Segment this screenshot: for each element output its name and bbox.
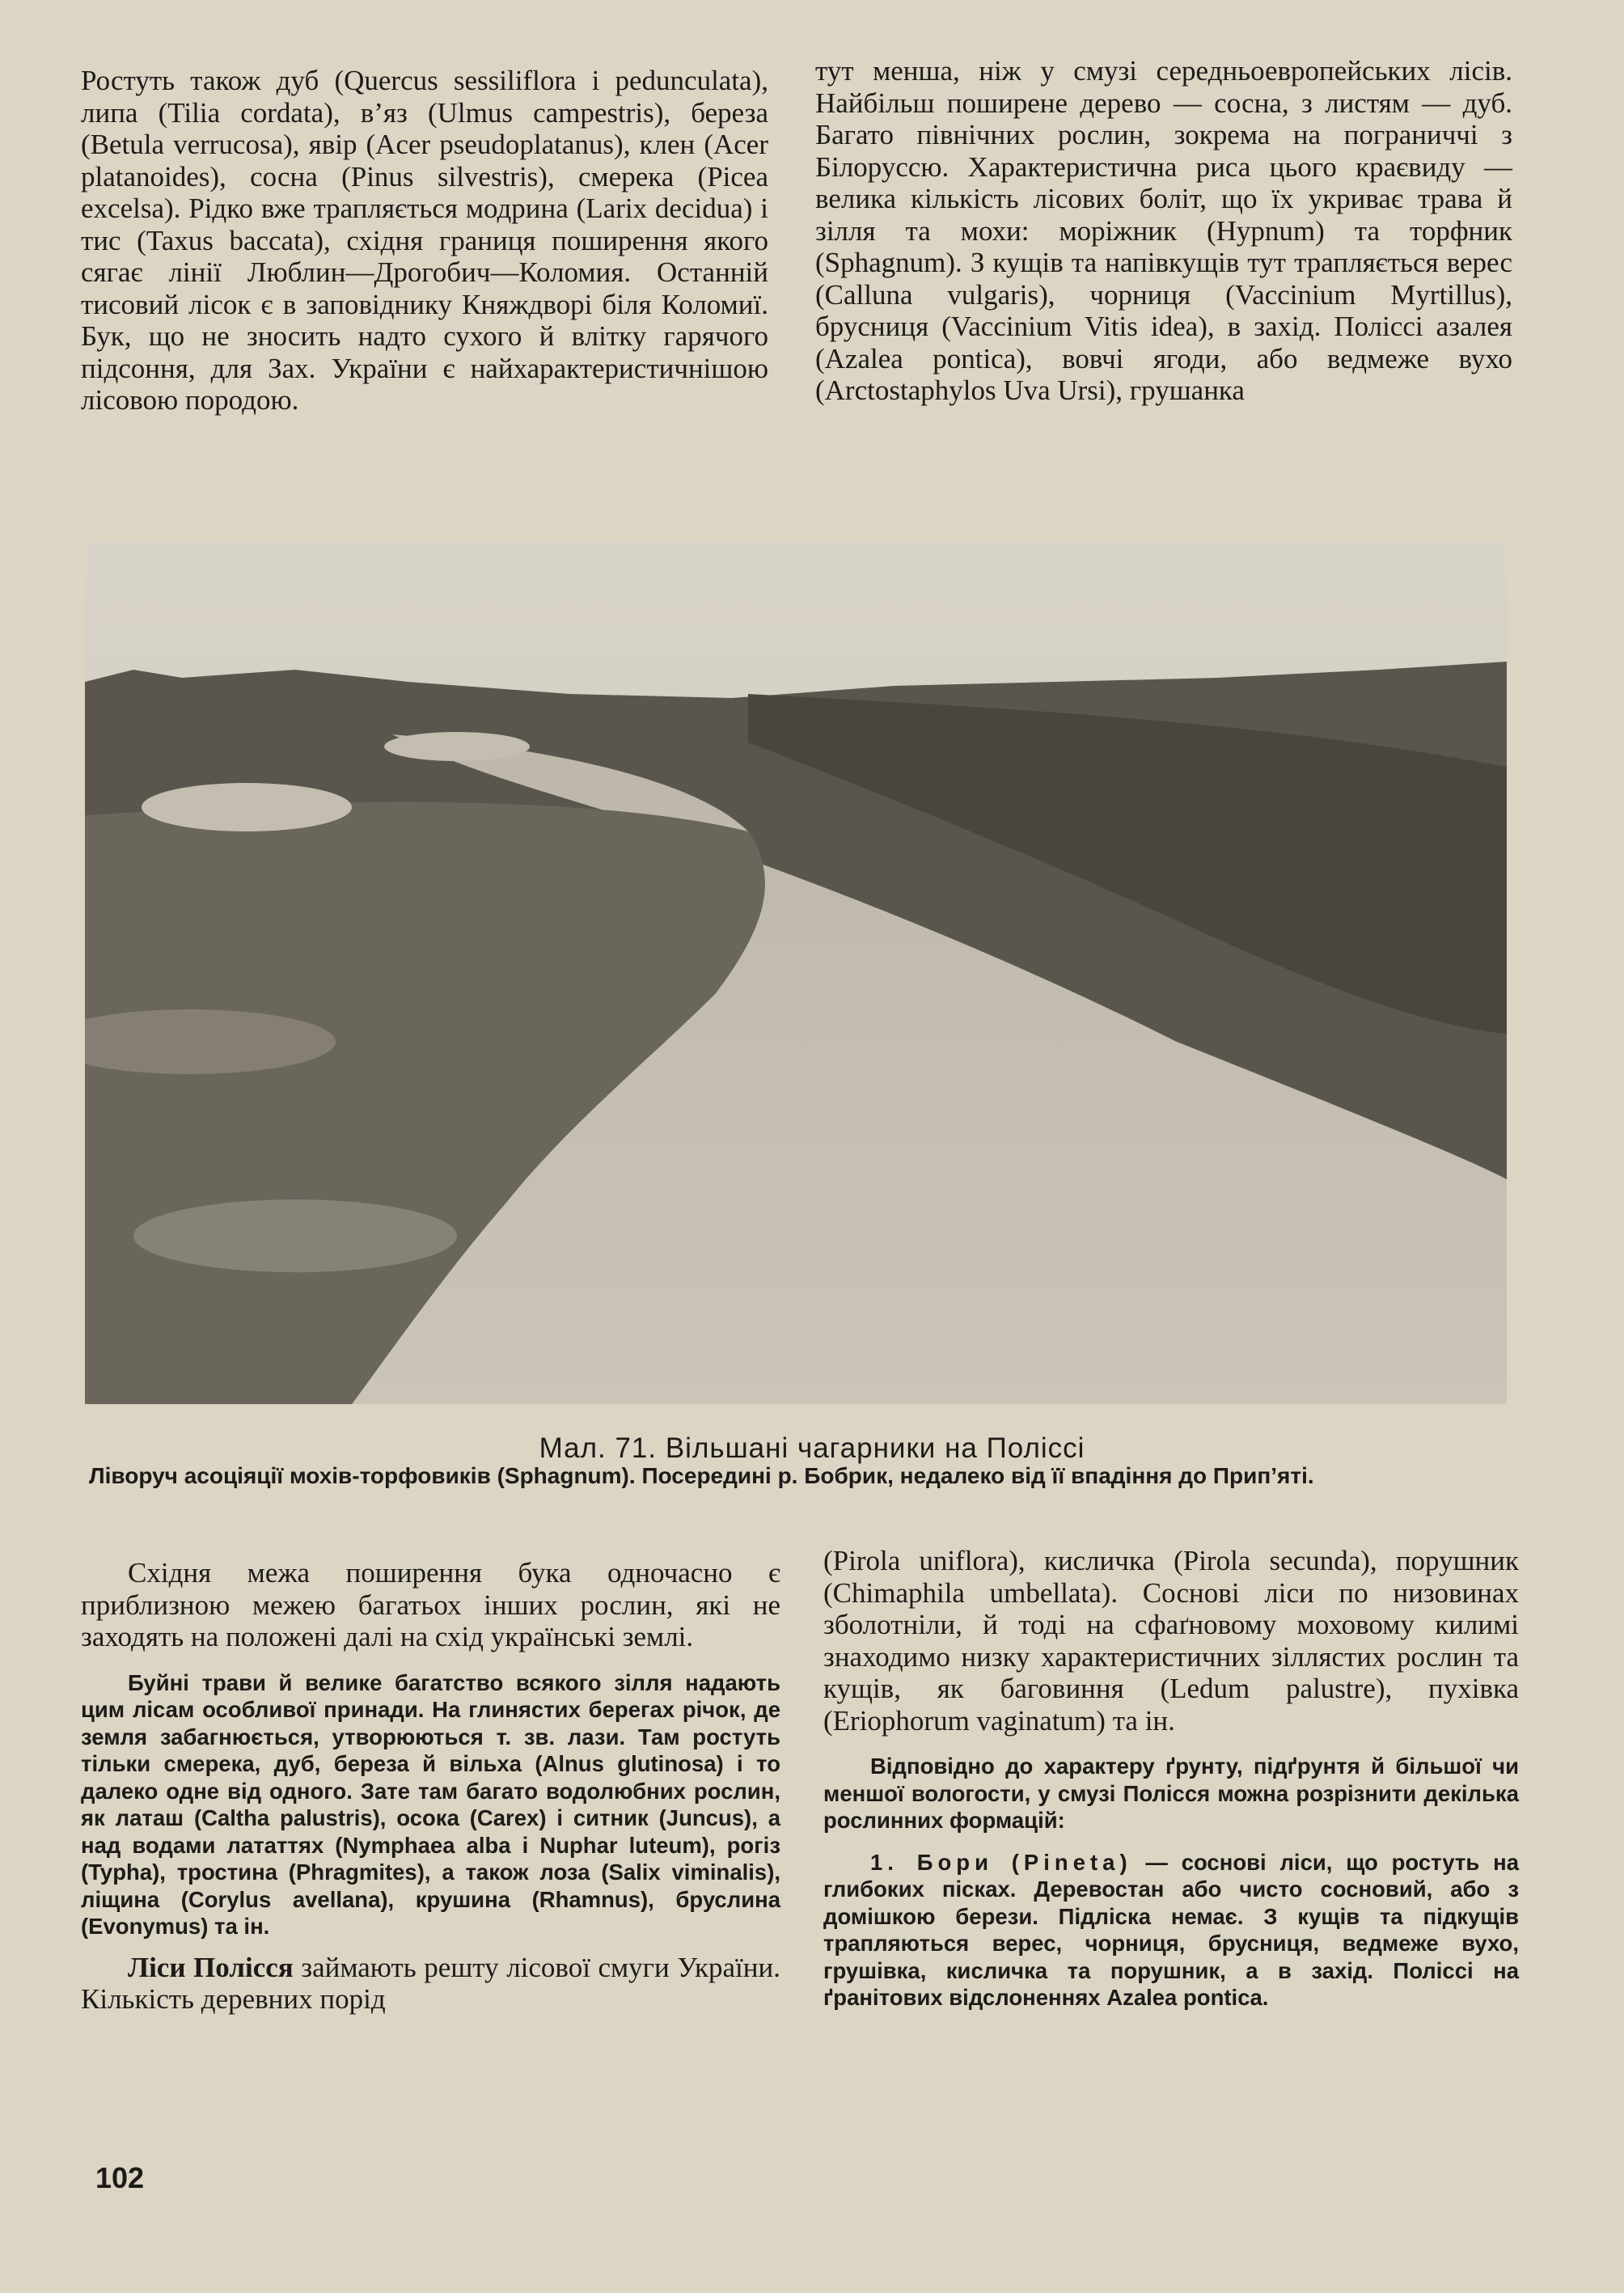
river-photograph [85, 540, 1507, 1404]
figure-caption: Ліворуч асоціяції мохів-торфовиків (Sphagnum). Посередині р. Бобрик, недалеко від її впадіння до Прип’яті. [89, 1463, 1314, 1488]
figure-title: Мал. 71. Вільшані чагарники на Поліссі [539, 1432, 1085, 1464]
page-number: 102 [95, 2161, 145, 2194]
paragraph: Ростуть також дуб (Quercus sessiliflora і pedunculata), липа (Tilia cordata), в’яз (Ulmus campestris), береза (Betula verrucosa), явір (Acer pseudoplatanus), клен (Acer platanoides), сосна (Pinus silvestris), смерека (Picea excelsa). Рідко вже трапляється модрина (Larix decidua) і тис (Taxus baccata), східня границя поширення якого сягає лінії Люблин—Дрогобич—Коломия. Останній тисовий лісок є в заповіднику Княждворі біля Коломиї. Бук, що не зносить надто сухого й влітку гарячого підсоння, для Зах. України є найхарактеристичнішою лісовою породою. [81, 65, 768, 416]
paragraph-small: — соснові ліси, що ростуть на глибоких пісках. Деревостан або чисто сосновий, або з домішкою берези. Підліска немає. З кущів та підкущів трапляються верес, чорниця, брусниця, ведмеже вухо, грушівка, кисличка та порушник, а в захід. Поліссі на ґранітових відслоненнях Azalea pontica. [823, 1849, 1520, 2010]
text-column-bottom-left [81, 1557, 780, 2016]
text-column-bottom-right [823, 1545, 1519, 2012]
paragraph: тут менша, ніж у смузі середньоевропейських лісів. Найбільш поширене дерево — сосна, з листям — дуб. Багато північних рослин, зокрема на пограниччі з Білоруссю. Характеристична риса цього краєвиду — велика кількість лісових боліт, що їх укриває трава й зілля та мохи: моріжник (Hypnum) та торфник (Sphagnum). З кущів та напівкущів тут трапляється верес (Calluna vulgaris), чорниця (Vaccinium Myrtillus), брусниця (Vaccinium Vitis idea), в захід. Поліссі азалея (Azalea pontica), вовчі ягоди, або ведмеже вухо (Arctostaphylos Uva Ursi), грушанка [815, 55, 1512, 406]
paragraph-small: Буйні трави й велике багатство всякого зілля надають цим лісам особливої принади. На глинястих берегах річок, де земля забагнюється, утворюються т. зв. лази. Там ростуть тільки смерека, дуб, береза й вільха (Alnus glutinosa) і то далеко одне від одного. Зате там багато водолюбних рослин, як латаш (Caltha palustris), осока (Carex) і ситник (Juncus), а над водами лататтях (Nymphaea alba і Nuphar luteum), рогіз (Typha), тростина (Phragmites), а також лоза (Salix viminalis), ліщина (Corylus avellana), крушина (Rhamnus), бруслина (Evonymus) та ін. [81, 1669, 780, 1939]
section-heading: 1. Бори (Pineta) [870, 1849, 1132, 1875]
paragraph: займають решту лісової смуги України. Кількість деревних порід [81, 1951, 780, 2015]
paragraph: Східня межа поширення бука одночасно є приблизною межею багатьох інших рослин, які не заходять на положені далі на схід українські землі. [81, 1557, 780, 1652]
text-column-top-right [815, 55, 1512, 407]
paragraph-small: Відповідно до характеру ґрунту, підґрунтя й більшої чи меншої вологости, у смузі Полісся можна розрізнити декілька рослинних формацій: [823, 1754, 1519, 1833]
paragraph: (Pirola uniflora), кисличка (Pirola secunda), порушник (Chimaphila umbellata). Соснові ліси по низовинах зболотніли, й тоді на сфаґновому моховому килимі знаходимо низку характеристичних зіллястих рослин та кущів, як баговиння (Ledum palustre), пухівка (Eriophorum vaginatum) та ін. [823, 1545, 1519, 1737]
section-heading: Ліси Полісся [128, 1951, 294, 1983]
text-column-top-left [81, 65, 768, 417]
